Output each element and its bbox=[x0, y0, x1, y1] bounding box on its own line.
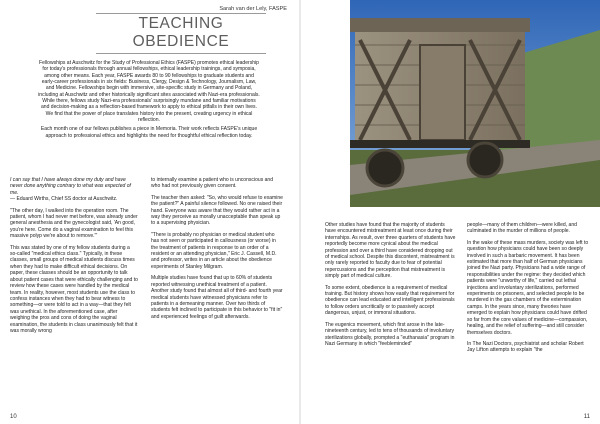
title-line-2: OBEDIENCE bbox=[132, 33, 230, 50]
page-number-right: 11 bbox=[583, 414, 590, 420]
wagon-door bbox=[420, 45, 465, 140]
intro-paragraph-2: Each month one of our fellows publishes a piece in Memoria. Their work reflects FASPE's unique approach to professional ethics and highlights the need for thoughtful ethical reflection today. bbox=[40, 126, 258, 139]
epigraph-attribution: — Eduard Wirths, Chief SS doctor at Auschwitz. bbox=[10, 196, 118, 203]
left-page bbox=[0, 0, 299, 424]
wagon-frame bbox=[350, 140, 530, 148]
title-line-1: TEACHING bbox=[138, 15, 224, 32]
article-column-2 bbox=[151, 177, 283, 325]
page-number-left: 10 bbox=[10, 414, 17, 420]
intro-block bbox=[38, 60, 260, 142]
body-paragraph: "There is probably no physician or medical student who has not seen or participated in callousness (or worse) in the treatment of patients in response to an order of a resident or an attending physician," Eric J. Cassell, M.D. and professor, writes in an article about the obedience experiments of Stanley Milgram. bbox=[151, 231, 277, 270]
body-paragraph: "The other day, I walked into the operation room. The patient, whom I had never met before, was already under general anesthesia and the gynecologist said, 'An good, you're here. Come do a vaginal examination to feel this massive polyp we're about to remove.'" bbox=[10, 207, 138, 240]
body-paragraph: Multiple studies have found that up to 60% of students reported witnessing unethical treatment of a patient. Another study found that almost all of third- and fourth year medical students have witnessed physicians refer to patients in a demeaning manner. Over two thirds of students felt inclined to participate in this behavior to "fit in" and experienced feelings of guilt afterwards. bbox=[151, 275, 283, 320]
wagon-wheel-left bbox=[367, 150, 403, 186]
article-column-3 bbox=[325, 222, 457, 352]
title-bottom-rule bbox=[96, 53, 266, 54]
intro-paragraph-1: Fellowships at Auschwitz for the Study of Professional Ethics (FASPE) promotes ethical leadership for today's professionals through annual fellowships, ethical leadership trainings, and symposia, among other means. Each year, FASPE awards 80 to 90 fellowships to graduate students and early-career professionals in six fields: Business, Clergy, Design & Technology, Journalism, Law, and Medicine. Fellowships begin with immersive, site-specific study in Germany and Poland, including at Auschwitz and other historically significant sites associated with Nazi-era professionals. While there, fellows study Nazi-era professionals' surprisingly mundane and familiar motivations and decision-making as a reflection-based framework to apply to ethical pitfalls in their own lives. We find that the power of place translates history into the present, creating urgency in ethical reflection. bbox=[38, 60, 260, 124]
railway-wagon-photo bbox=[350, 0, 600, 207]
body-paragraph: people—many of them children—were killed, and culminated in the murder of millions of people. bbox=[467, 222, 577, 235]
wagon-wheel-right bbox=[468, 143, 502, 177]
author-name: Sarah van der Lely, FASPE bbox=[219, 6, 287, 12]
body-paragraph: The teacher then asked: "So, who would refuse to examine the patient?" A painful silence followed. No one raised their hand. Everyone was aware that they would rather act in a way they perceive as morally unacceptable than speak up to a supervising physician. bbox=[151, 194, 283, 227]
body-paragraph: To some extent, obedience is a requirement of medical training. But history shows how easily that requirement for obedience can lead educated and intelligent professionals to follow orders uncritically or to passively accept dangerous, unjust, or immoral situations. bbox=[325, 284, 455, 317]
title-top-rule bbox=[96, 13, 266, 14]
body-paragraph: The eugenics movement, which first arose in the late-nineteenth century, led to tens of thousands of involuntary sterilizations globally, prompted a "euthanasia" program in Nazi Germany in which "feebleminded" bbox=[325, 321, 455, 347]
article-column-4 bbox=[467, 222, 591, 359]
body-paragraph: to internally examine a patient who is unconscious and who had not previously given consent. bbox=[151, 177, 274, 190]
wagon-roof bbox=[350, 18, 530, 32]
body-paragraph: This was stated by one of my fellow students during a so-called "medical ethics class." Typically, in these classes, small groups of medical students discuss times when they had to make difficult ethical decisions. On paper, these classes should be an opportunity to talk about patient cases that were ethically challenging and to review how these cases were handled by the medical team. In reality, however, most students use the class to confess instances when they had to bear witness to something—or were told to act in a way—that they felt was unethical. In the aforementioned case, after weighing the pros and cons of doing the vaginal examination, the students in class unanimously felt that it was morally wrong bbox=[10, 244, 138, 334]
epigraph-quote: I can say that I have always done my duty and have never done anything contrary to what was expected of me. bbox=[10, 177, 131, 196]
article-column-1 bbox=[10, 177, 138, 339]
body-paragraph: Other studies have found that the majority of students have encountered mistreatment at least once during their internships. As result, over three quarters of students have reportedly become more cynical about the medical profession and over a third have considered dropping out of medical school. Despite this discontent, mistreatment is only rarely reported to faculty due to fear of potential repercussions and the perception that mistreatment is simply part of medical culture. bbox=[325, 222, 456, 280]
body-paragraph: In The Nazi Doctors, psychiatrist and scholar Robert Jay Lifton attempts to explain "the bbox=[467, 340, 584, 354]
body-paragraph: In the wake of these mass murders, society was left to question how physicians could have been so deeply involved in such a barbaric movement. It has been estimated that more than half of German physicians joined the Nazi party. Physicians had a wide range of responsibilities under the regime: they decided which patients were "unworthy of life," carried out lethal injections and involuntary sterilizations, performed experiments on prisoners, and selected people to be murdered in the gas chambers of the extermination camps. In the years since, many theories have emerged to explain how physicians could have drifted so far from the core values of medicine—compassion, healing, and the relief of suffering—and still consider themselves doctors. bbox=[467, 239, 589, 336]
